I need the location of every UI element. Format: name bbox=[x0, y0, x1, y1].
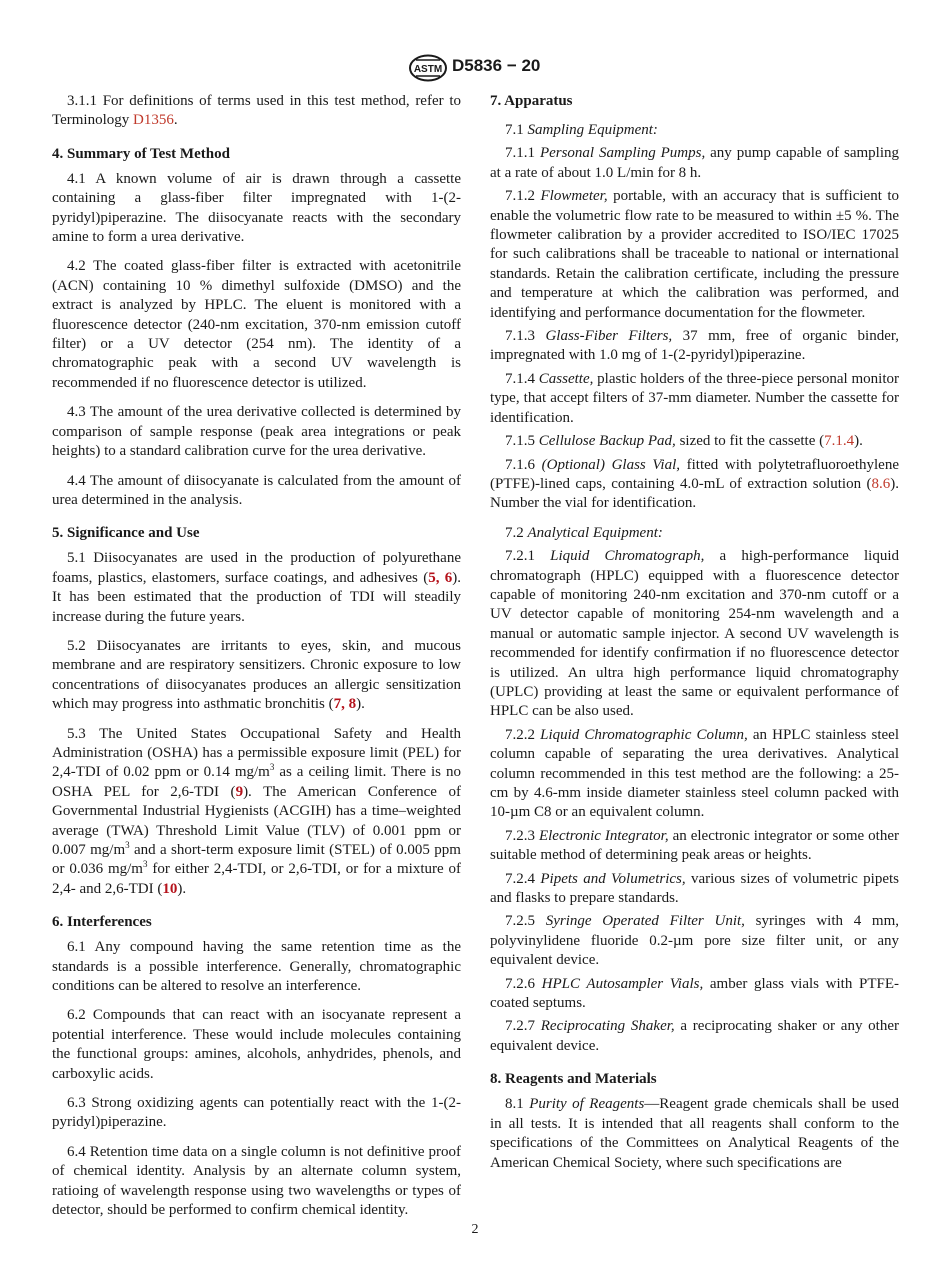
left-column bbox=[52, 92, 461, 1225]
right-column bbox=[490, 92, 899, 1177]
para-5-1: 5.1 Diisocyanates are used in the production of polyurethane foams, plastics, elastomers, surface coatings, and adhesives (5, 6). It has been estimated that the production of TDI will steadily increase during the future years. bbox=[52, 550, 461, 625]
para-8-1: 8.1 Purity of Reagents—Reagent grade chemicals shall be used in all tests. It is intended that all reagents shall conform to the specifications of the Committees on Analytical Reagents of the American Chemical Society, where such specifications are bbox=[490, 1096, 899, 1171]
para-7-2-6: 7.2.6 HPLC Autosampler Vials, amber glass vials with PTFE-coated septums. bbox=[490, 975, 899, 1012]
para-7-2: 7.2 Analytical Equipment: bbox=[505, 524, 663, 541]
para-7-1-1: 7.1.1 Personal Sampling Pumps, any pump capable of sampling at a rate of about 1.0 L/min for 8 h. bbox=[490, 145, 899, 181]
para-7-1-5: 7.1.5 Cellulose Backup Pad, sized to fit the cassette (7.1.4). bbox=[505, 433, 863, 450]
para-5-3: 5.3 The United States Occupational Safety and Health Administration (OSHA) has a permissible exposure limit (PEL) for 2,4-TDI of 0.02 ppm or 0.14 $mg/m^3$ as a ceiling limit. There is no OSHA PEL for 2,6-TDI (9). The American Conference of Governmental Industrial Hygienists (ACGIH) has a time–weighted average (TWA) Threshold Limit Value (TLV) of 0.001 ppm or 0.007 $mg/m^3$ and a short-term exposure limit (STEL) of 0.005 ppm or 0.036 $mg/m^3$ for either 2,4-TDI, or 2,6-TDI, or for a mixture of 2,4- and 2,6-TDI (10). bbox=[52, 725, 462, 897]
section-7-heading: 7. Apparatus bbox=[490, 93, 573, 109]
para-6-2: 6.2 Compounds that can react with an isocyanate represent a potential interference. These would include molecules containing the functional groups: amines, alcohols, anhydrides, phenols, and carboxylic acids. bbox=[52, 1007, 461, 1082]
section-6-heading: 6. Interferences bbox=[52, 914, 152, 931]
ref-5-6[interactable]: 5, 6 bbox=[428, 569, 453, 586]
para-6-4: 6.4 Retention time data on a single column is not definitive proof of chemical identity. Analysis by an alternate column system, ratioing of wavelength response using two wavelengths or types of detector, should be performed to confirm chemical identity. bbox=[52, 1143, 461, 1219]
para-7-1: 7.1 Sampling Equipment: bbox=[505, 122, 658, 138]
para-7-1-2: 7.1.2 Flowmeter, portable, with an accuracy that is sufficient to enable the volumetric flow rate to be measured to within ±5 %. The flowmeter calibration by a provider accredited to ISO/IEC 17025 for such calibrations shall be traceable to national or international standards. Retain the calibration certificate, including the pressure and temperature at which the calibration was performed, and identifying and performance documentation for the flowmeter. bbox=[490, 188, 900, 321]
para-7-1-6: 7.1.6 (Optional) Glass Vial, fitted with polytetrafluoroethylene (PTFE)-lined caps, containing 4.0-mL of extraction solution (8.6). Number the vial for identification. bbox=[490, 456, 899, 512]
page-header bbox=[0, 54, 950, 86]
section-5-heading: 5. Significance and Use bbox=[52, 525, 200, 542]
ref-10[interactable]: 10 bbox=[162, 880, 178, 897]
standard-designation: D5836 − 20 bbox=[452, 56, 541, 75]
ref-7-8[interactable]: 7, 8 bbox=[333, 696, 357, 713]
para-4-1: 4.1 A known volume of air is drawn through a cassette containing a glass-fiber filter impregnated with 1-(2-pyridyl)piperazine. The diisocyanate reacts with the secondary amine to form a urea derivative. bbox=[52, 170, 461, 246]
page-number: 2 bbox=[471, 1222, 479, 1237]
para-7-2-1: 7.2.1 Liquid Chromatograph, a high-performance liquid chromatograph (HPLC) equipped with a fluorescence detector capable of monitoring 240-nm excitation and 370-nm cutoff or a UV detector capable of monitoring 254-nm wavelength and a manual or automatic sample injector. A second UV wavelength is recommended for identify confirmation if no fluorescence detector is utilized. An ultra high performance liquid chromatography (UPLC) providing at least the same or equivalent performance of HPLC can be also used. bbox=[490, 548, 899, 720]
link-7-1-4[interactable]: 7.1.4 bbox=[824, 433, 855, 450]
para-6-1: 6.1 Any compound having the same retention time as the standards is a possible interference. Generally, chromatographic conditions can be altered to resolve an interference. bbox=[52, 939, 461, 995]
link-d1356[interactable]: D1356 bbox=[133, 112, 174, 129]
para-7-2-4: 7.2.4 Pipets and Volumetrics, various sizes of volumetric pipets and flasks to prepare standards. bbox=[490, 870, 900, 907]
para-4-3: 4.3 The amount of the urea derivative collected is determined by comparison of sample response (peak area integrations or peak heights) to a standard calibration curve for the urea derivative. bbox=[52, 404, 461, 460]
para-7-1-4: 7.1.4 Cassette, plastic holders of the three-piece personal monitor type, that accept filters of 37-mm diameter. Number the cassette for identification. bbox=[490, 370, 900, 426]
para-6-3: 6.3 Strong oxidizing agents can potentially react with the 1-(2-pyridyl)piperazine. bbox=[52, 1095, 461, 1131]
para-7-2-7: 7.2.7 Reciprocating Shaker, a reciprocating shaker or any other equivalent device. bbox=[490, 1018, 899, 1054]
para-4-4: 4.4 The amount of diisocyanate is calculated from the amount of urea determined in the analysis. bbox=[52, 472, 461, 508]
ref-9[interactable]: 9 bbox=[235, 783, 244, 800]
para-3-1-1: 3.1.1 For definitions of terms used in this test method, refer to Terminology D1356. bbox=[52, 93, 461, 129]
section-8-heading: 8. Reagents and Materials bbox=[490, 1071, 657, 1088]
section-4-heading: 4. Summary of Test Method bbox=[52, 145, 230, 162]
para-5-2: 5.2 Diisocyanates are irritants to eyes, skin, and mucous membrane and are respiratory sensitizers. Chronic exposure to low concentrations of diisocyanates produces an allergic sensitization which may progress into asthmatic bronchitis (7, 8). bbox=[52, 637, 461, 713]
para-7-2-3: 7.2.3 Electronic Integrator, an electronic integrator or some other suitable method of determining peak areas or heights. bbox=[490, 827, 899, 864]
para-7-2-2: 7.2.2 Liquid Chromatographic Column, an HPLC stainless steel column capable of separating the urea derivatives. Analytical column recommended in this test method are the following: a 25-cm by 4.6-mm inside diameter stainless steel column packed with 10-µm C8 or an equivalent column. bbox=[490, 726, 899, 821]
astm-logo-text: ASTM bbox=[413, 64, 443, 75]
para-7-1-3: 7.1.3 Glass-Fiber Filters, 37 mm, free of organic binder, impregnated with 1.0 mg of 1-(2-pyridyl)piperazine. bbox=[490, 328, 900, 364]
para-4-2: 4.2 The coated glass-fiber filter is extracted with acetonitrile (ACN) containing 10 % dimethyl sulfoxide (DMSO) and the extract is analyzed by HPLC. The eluent is monitored with a fluorescence detector (240-nm excitation, 370-nm emission cutoff filter) or a UV detector (254 nm). The identity of a chromatographic peak with a second UV wavelength is recommended if no fluorescence detector is utilized. bbox=[52, 258, 461, 391]
link-8-6[interactable]: 8.6 bbox=[871, 475, 891, 492]
para-7-2-5: 7.2.5 Syringe Operated Filter Unit, syringes with 4 mm, polyvinylidene fluoride 0.2-µm pore size filter unit, or any equivalent device. bbox=[490, 913, 899, 969]
astm-logo bbox=[408, 54, 448, 82]
